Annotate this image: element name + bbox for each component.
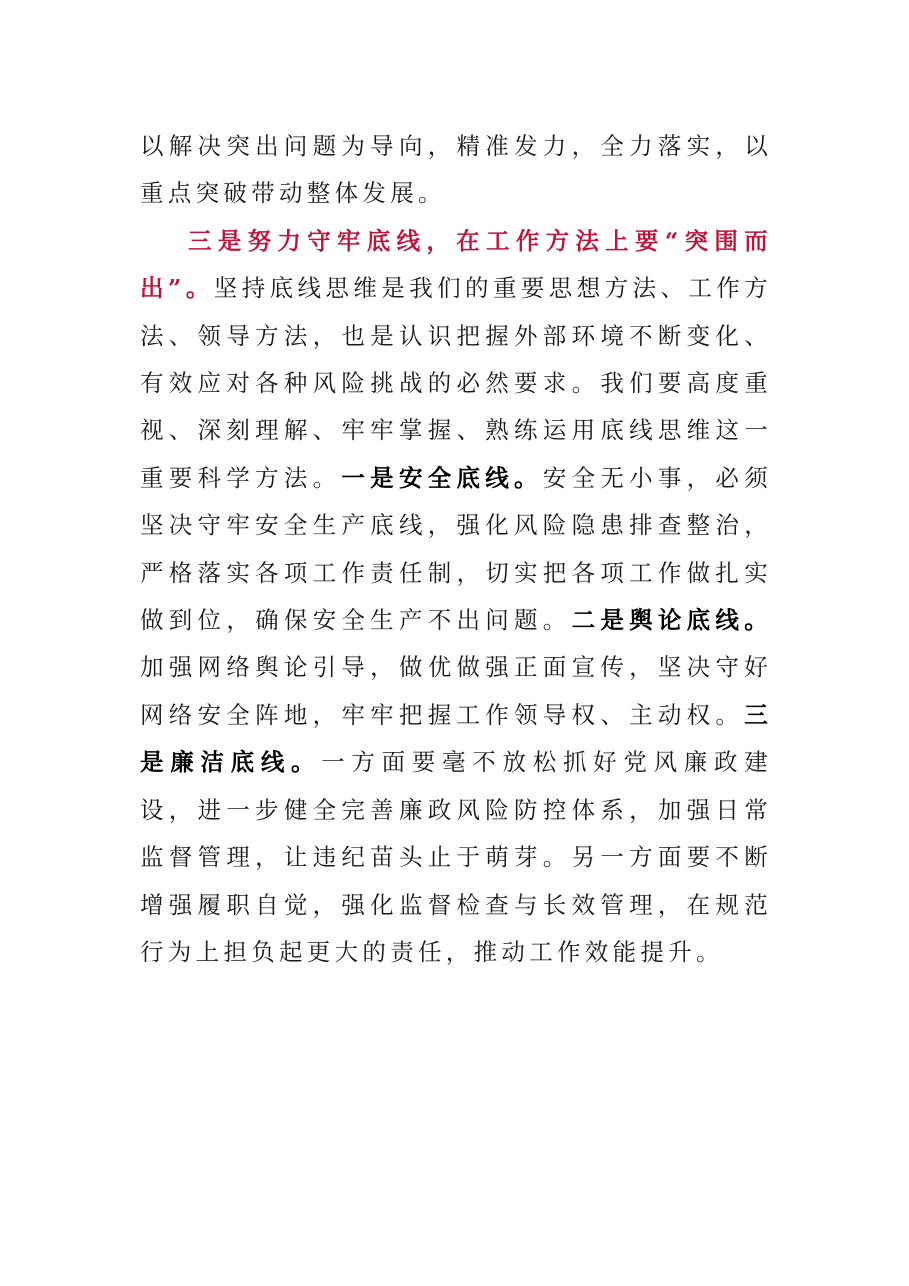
section-heading: 三是努力守牢底线，在工作方法上要“突围而出”。 — [140, 226, 772, 303]
point-3-text: 一方面要毫不放松抓好党风廉政建设，进一步健全完善廉政风险防控体系，加强日常监督管理，让违纪苗头止于萌芽。另一方面要不断增强履职自觉，强化监督检查与长效管理，在规范行为上担负起更大的责任，推动工作效能提升。 — [140, 748, 772, 966]
point-3-title: 三是廉洁底线。 — [140, 700, 772, 777]
point-2-title: 二是舆论底线。 — [571, 606, 773, 635]
point-2-text: 加强网络舆论引导，做优做强正面宣传，坚决守好网络安全阵地，牢牢把握工作领导权、主动权。 — [140, 653, 772, 729]
point-1-text: 安全无小事，必须坚决守牢安全生产底线，强化风险隐患排查整治，严格落实各项工作责任制，切实把各项工作做扎实做到位，确保安全生产不出问题。 — [140, 463, 773, 635]
paragraph-bottom-line — [140, 218, 772, 977]
paragraph-text: 以解决突出问题为导向，精准发力，全力落实，以重点突破带动整体发展。 — [140, 132, 772, 208]
paragraph-continuation — [140, 123, 772, 218]
paragraph-intro: 坚持底线思维是我们的重要思想方法、工作方法、领导方法，也是认识把握外部环境不断变化、有效应对各种风险挑战的必然要求。我们要高度重视、深刻理解、牢牢掌握、熟练运用底线思维这一重要科学方法。 — [140, 274, 773, 492]
document-page — [140, 123, 772, 976]
point-1-title: 一是安全底线。 — [341, 463, 543, 492]
